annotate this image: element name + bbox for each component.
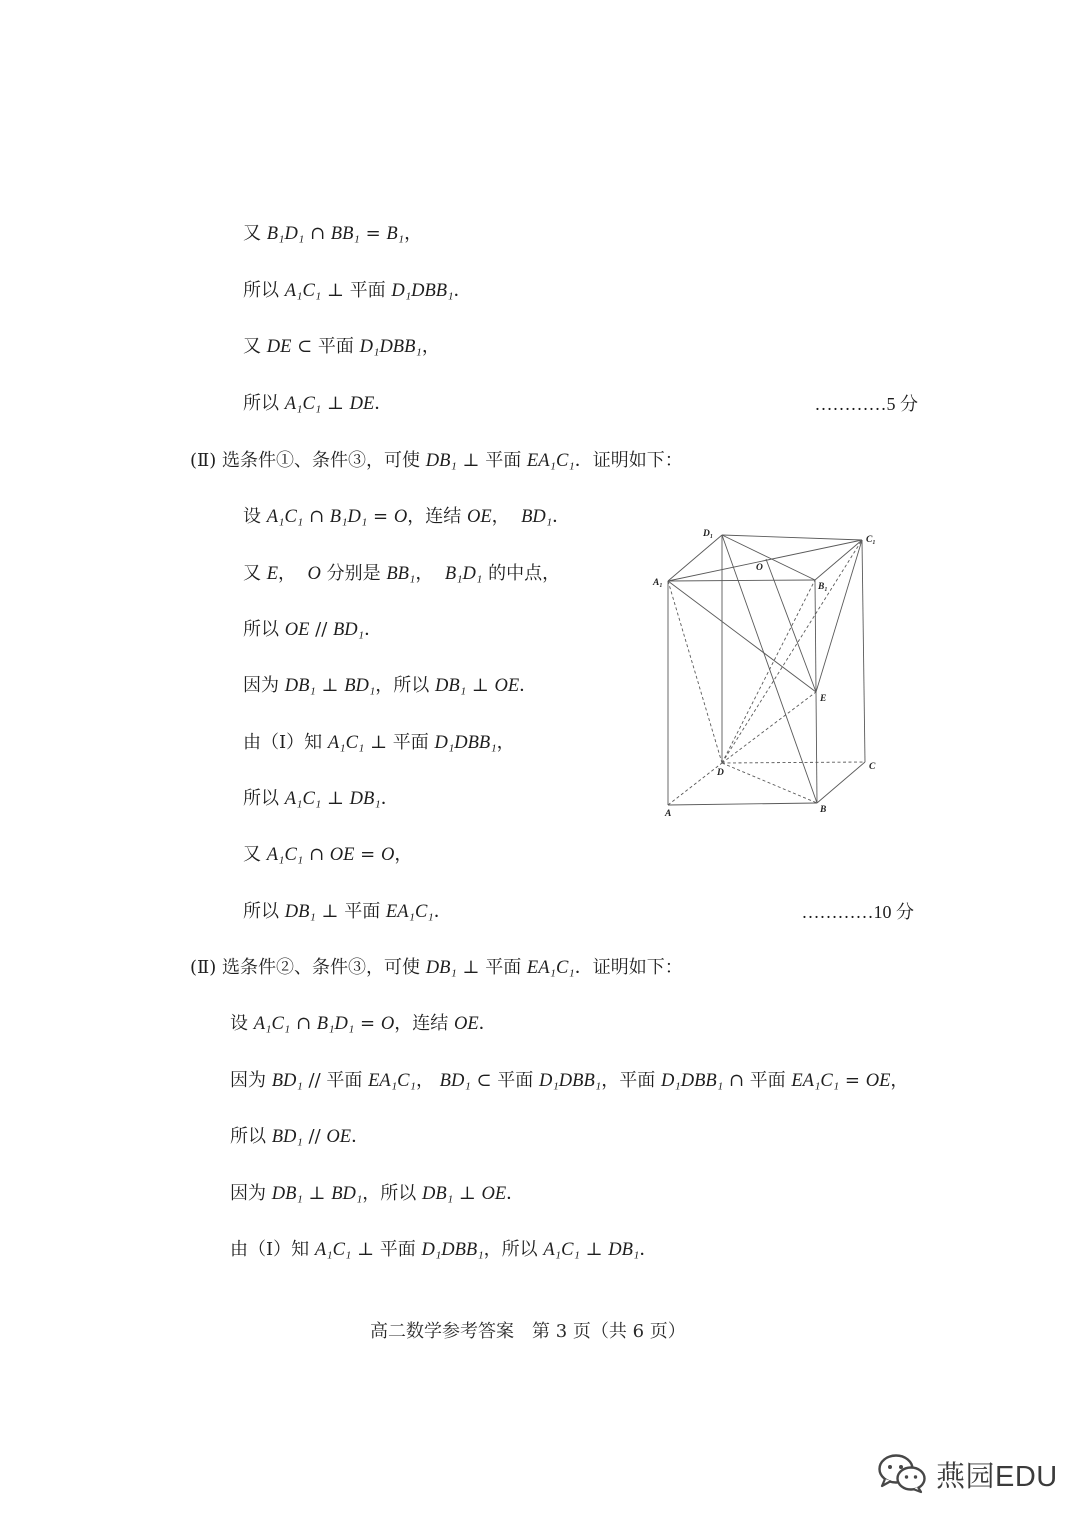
text-run: ⊥ 平面 [456,957,527,978]
proof-line [243,279,472,303]
wechat-icon [876,1453,930,1495]
math-expression: O [380,845,395,865]
text-run: ⊥ [466,675,495,696]
math-expression: BD₁ [271,1127,303,1147]
text-run: ． [380,788,399,809]
watermark [876,1452,1058,1496]
text-run: ⊥ [321,393,350,414]
proof-line [243,900,452,924]
text-run: ． [453,280,472,301]
text-run: = [367,506,394,527]
math-expression: A₁C₁ [543,1240,580,1260]
proof-line [243,505,570,529]
text-run: 分别是 [320,563,387,584]
text-run: 因为 [243,675,285,696]
label-o: O [756,563,763,573]
proof-line [243,674,537,698]
label-d1: D₁ [703,529,714,539]
text-run: = [359,223,387,244]
math-expression: OE [494,676,520,696]
text-run: 所以 [243,393,285,414]
math-expression: DB₁ [608,1240,640,1260]
proof-line [243,392,392,416]
text-run: 又 [243,844,267,865]
segment-e-c1 [816,540,862,692]
text-run: ∩ [304,223,331,244]
math-expression: BD₁ [439,1071,471,1091]
edge-d1-a1 [668,535,722,581]
text-run: = [839,1070,866,1091]
math-expression: A₁C₁ [266,845,304,865]
text-run: 因为 [230,1070,272,1091]
text-run: 所以 [243,280,285,301]
math-expression: BD₁ [332,620,365,640]
text-run: (Ⅱ) 选条件②、条件③，可使 [190,957,426,978]
math-expression: D₁DBB₁ [434,733,497,753]
math-expression: EA₁C₁ [526,958,575,978]
text-run: (Ⅱ) 选条件①、条件③，可使 [190,450,426,471]
label-c: C [869,762,876,772]
proof-line [243,843,412,867]
text-run: = [354,844,381,865]
proof-line [243,731,515,755]
text-run: // [302,1126,327,1147]
text-run: ⊥ [321,788,350,809]
math-expression: A₁C₁ [266,507,304,527]
page-footer: 高二数学参考答案 第 3 页（共 6 页） [370,1321,686,1342]
proof-line [243,222,422,246]
text-run: ． [506,1183,525,1204]
segment-a1-e [668,581,816,692]
text-run: ．证明如下： [574,957,683,978]
edge-a1-b1 [668,580,815,581]
diagonal-d-b [722,763,817,803]
math-expression: OE [329,845,355,865]
math-expression: A₁C₁ [253,1014,291,1034]
text-run: ， [491,506,522,527]
math-expression: DE [349,394,375,414]
text-run: ． [374,393,393,414]
text-run: ⊥ 平面 [351,1239,422,1260]
math-expression: A₁C₁ [284,789,322,809]
text-run: ⊥ 平面 [321,280,392,301]
segment-d-e [722,692,816,763]
math-expression: EA₁C₁ [385,902,434,922]
text-run: ，所以 [483,1239,544,1260]
text-run: ． [478,1013,497,1034]
math-expression: OE [481,1184,507,1204]
math-expression: BD₁ [331,1184,363,1204]
part-heading [190,956,683,980]
text-run: ． [364,619,383,640]
math-expression: DB₁ [425,451,457,471]
edge-b-c [817,762,865,803]
text-run: ．证明如下： [574,450,683,471]
math-expression: OE [453,1014,479,1034]
prism-figure [640,515,890,830]
math-expression: B₁ [386,224,405,244]
math-expression: DB₁ [422,1184,454,1204]
math-expression: OE [284,620,310,640]
math-expression: BB₁ [330,224,360,244]
math-expression: OE [326,1127,352,1147]
math-expression: DB₁ [425,958,457,978]
math-expression: DB₁ [284,902,316,922]
part-heading [190,449,683,473]
text-run: ∩ 平面 [723,1070,792,1091]
proof-line [230,1125,369,1149]
text-run: 所以 [243,901,285,922]
text-run: ． [519,675,538,696]
math-expression: O [380,1014,395,1034]
text-run: ∩ [290,1013,317,1034]
math-expression: B₁D₁ [329,507,368,527]
math-expression: D₁DBB₁ [359,337,422,357]
label-a1: A₁ [653,578,663,588]
text-run: ⊂ 平面 [291,336,360,357]
math-expression: D₁DBB₁ [539,1071,602,1091]
math-expression: EA₁C₁ [526,451,575,471]
text-run: ，平面 [601,1070,661,1091]
math-expression: A₁C₁ [314,1240,352,1260]
text-run: ⊥ [315,675,345,696]
math-expression: B₁D₁ [316,1014,355,1034]
label-b: B [820,805,827,815]
text-run: = [354,1013,381,1034]
text-run: 设 [230,1013,254,1034]
math-expression: D₁DBB₁ [421,1240,484,1260]
proof-line [243,787,399,811]
text-run: ， [496,732,515,753]
math-expression: BD₁ [344,676,376,696]
proof-line [230,1069,908,1093]
text-run: ， [415,1070,440,1091]
text-run: ⊥ 平面 [315,901,386,922]
edge-a-b [668,803,817,805]
math-expression: DB₁ [271,1184,303,1204]
edge-c1-c [862,540,865,762]
math-expression: EA₁C₁ [368,1071,416,1091]
math-expression: O [307,564,321,584]
math-expression: OE [865,1071,891,1091]
math-expression: A₁C₁ [327,733,365,753]
edge-b1-c1 [815,540,862,580]
text-run: ， [421,336,440,357]
text-run: ． [433,901,452,922]
text-run: ⊂ 平面 [470,1070,540,1091]
edge-d-c [722,762,865,763]
text-run: ． [639,1239,658,1260]
text-run: 由（Ⅰ）知 [230,1239,315,1260]
math-expression: OE [466,507,492,527]
segment-a1-d [668,581,722,763]
edge-a-d [668,763,722,805]
text-run: 所以 [243,788,285,809]
label-c1: C₁ [866,535,876,545]
text-run: ∩ [303,844,330,865]
text-run: ⊥ [579,1239,609,1260]
segment-d-b1 [722,580,815,763]
edge-c1-d1 [722,535,862,540]
text-run: 设 [243,506,267,527]
math-expression: DB₁ [349,789,381,809]
math-expression: BD₁ [271,1071,303,1091]
math-expression: O [393,507,408,527]
label-d: D [717,768,724,778]
score-mark: …………10 分 [801,902,914,922]
text-run: // [309,619,333,640]
text-run: ． [552,506,571,527]
math-expression: A₁C₁ [284,394,322,414]
text-run: ⊥ [302,1183,332,1204]
watermark-text: 燕园EDU [936,1460,1058,1493]
math-expression: BB₁ [386,564,416,584]
math-expression: D₁DBB₁ [660,1071,724,1091]
text-run: ． [351,1126,370,1147]
text-run: ， [890,1070,909,1091]
text-run: 由（Ⅰ）知 [243,732,328,753]
proof-line [230,1238,657,1262]
text-run: ， [278,563,308,584]
text-run: ， [404,223,423,244]
label-e: E [820,694,827,704]
text-run: 的中点， [482,563,561,584]
text-run: 又 [243,223,267,244]
text-run: ， [415,563,445,584]
math-expression: B₁D₁ [266,224,305,244]
math-expression: DB₁ [284,676,316,696]
label-a: A [665,809,672,819]
text-run: 又 [243,563,267,584]
math-expression: E [266,564,279,584]
math-expression: A₁C₁ [284,281,322,301]
text-run: ，连结 [394,1013,454,1034]
proof-line [243,562,560,586]
text-run: ，所以 [375,675,436,696]
proof-line [243,335,440,359]
text-run: ，所以 [362,1183,423,1204]
math-expression: D₁DBB₁ [391,281,454,301]
text-run: 又 [243,336,267,357]
text-run: ⊥ 平面 [364,732,435,753]
proof-line [230,1012,497,1036]
text-run: 所以 [243,619,285,640]
text-run: ∩ [303,506,330,527]
segment-d-c1 [722,540,862,763]
text-run: ， [394,844,413,865]
text-run: 因为 [230,1183,272,1204]
text-run: ⊥ 平面 [456,450,527,471]
math-expression: DB₁ [435,676,467,696]
score-mark: …………5 分 [814,394,918,414]
diagonal-a1-c1 [668,540,862,581]
text-run: ，连结 [407,506,467,527]
label-b1: B₁ [818,582,828,592]
math-expression: BD₁ [521,507,553,527]
math-expression: B₁D₁ [444,564,483,584]
text-run: ⊥ [453,1183,482,1204]
proof-line [230,1182,524,1206]
text-run: 所以 [230,1126,272,1147]
proof-line [243,618,382,642]
math-expression: EA₁C₁ [791,1071,840,1091]
math-expression: DE [266,337,292,357]
text-run: // 平面 [302,1070,369,1091]
